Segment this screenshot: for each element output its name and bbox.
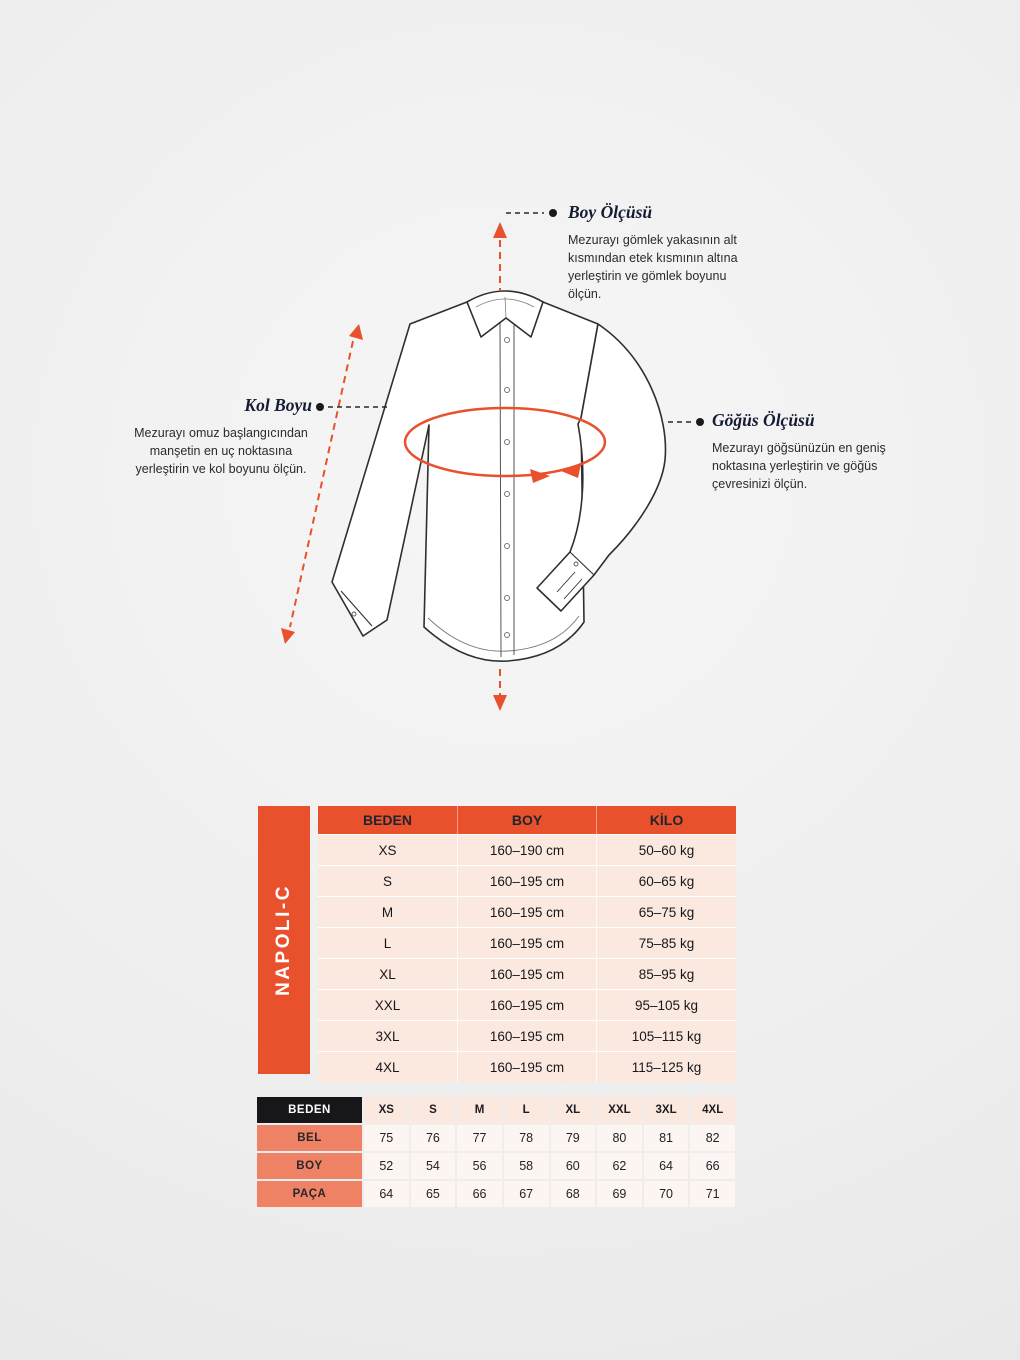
measurement-header-beden: BEDEN: [257, 1097, 362, 1123]
size-column-header: 4XL: [690, 1097, 735, 1123]
size-column-header: S: [411, 1097, 456, 1123]
column-header-boy: BOY: [458, 806, 597, 834]
measurement-value: 52: [364, 1153, 409, 1179]
size-table-row: [318, 1020, 736, 1051]
height-cell: 160–195 cm: [458, 897, 597, 927]
size-table-header: [318, 806, 736, 834]
column-header-beden: BEDEN: [318, 806, 458, 834]
measurement-value: 81: [644, 1125, 689, 1151]
product-name-banner: [258, 806, 310, 1074]
weight-cell: 105–115 kg: [631, 1028, 702, 1044]
annotation-title: Göğüs Ölçüsü: [712, 410, 815, 430]
annotation-description: Mezurayı omuz başlangıcından manşetin en uç noktasına yerleştirin ve kol boyunu ölçün.: [134, 426, 308, 477]
weight-cell: 50–60 kg: [638, 842, 695, 858]
size-table-row: [318, 927, 736, 958]
size-table-row: [318, 958, 736, 989]
size-table-row: [318, 865, 736, 896]
weight-cell: 60–65 kg: [638, 873, 695, 889]
length-arrow-icon: [493, 222, 507, 290]
size-cell: 3XL: [318, 1021, 458, 1051]
size-table-row: [318, 834, 736, 865]
row-label-paca: PAÇA: [257, 1181, 362, 1207]
annotation-title: Boy Ölçüsü: [568, 202, 653, 222]
height-cell: 160–195 cm: [458, 1052, 597, 1082]
measurement-value: 71: [690, 1181, 735, 1207]
measurement-value: 82: [690, 1125, 735, 1151]
measurement-value: 67: [504, 1181, 549, 1207]
measurement-value: 54: [411, 1153, 456, 1179]
size-cell: S: [318, 866, 458, 896]
size-column-header: 3XL: [644, 1097, 689, 1123]
size-column-header: M: [457, 1097, 502, 1123]
measurement-value: 65: [411, 1181, 456, 1207]
annotation-sleeve-length: [130, 395, 312, 478]
size-column-header: XS: [364, 1097, 409, 1123]
weight-cell: 95–105 kg: [634, 997, 699, 1013]
product-name: NAPOLI-C: [273, 884, 295, 996]
size-column-header: XL: [551, 1097, 596, 1123]
measurement-value: 80: [597, 1125, 642, 1151]
measurement-value: 66: [690, 1153, 735, 1179]
measurement-value: 77: [457, 1125, 502, 1151]
annotation-description: Mezurayı gömlek yakasının alt kısmından etek kısmının altına yerleştirin ve gömlek boyunu ölçün.: [568, 233, 738, 302]
annotation-title: Kol Boyu: [244, 395, 312, 415]
measurement-value: 66: [457, 1181, 502, 1207]
size-cell: XS: [318, 835, 458, 865]
measurement-value: 64: [644, 1153, 689, 1179]
row-label-bel: BEL: [257, 1125, 362, 1151]
weight-cell: 65–75 kg: [638, 904, 695, 920]
weight-cell: 85–95 kg: [638, 966, 695, 982]
size-cell: XXL: [318, 990, 458, 1020]
size-table-row: [318, 1051, 736, 1082]
height-cell: 160–190 cm: [458, 835, 597, 865]
measurement-value: 79: [551, 1125, 596, 1151]
size-cell: L: [318, 928, 458, 958]
measurement-value: 70: [644, 1181, 689, 1207]
height-cell: 160–195 cm: [458, 959, 597, 989]
height-cell: 160–195 cm: [458, 928, 597, 958]
row-label-boy: BOY: [257, 1153, 362, 1179]
height-cell: 160–195 cm: [458, 1021, 597, 1051]
column-header-kilo: KİLO: [649, 812, 684, 828]
measurement-value: 68: [551, 1181, 596, 1207]
size-cell: M: [318, 897, 458, 927]
annotation-description: Mezurayı göğsünüzün en geniş noktasına yerleştirin ve göğüs çevresinizi ölçün.: [712, 441, 886, 492]
annotation-shirt-length: [568, 202, 758, 304]
height-cell: 160–195 cm: [458, 866, 597, 896]
size-column-header: L: [504, 1097, 549, 1123]
size-table: [318, 806, 736, 1082]
measurement-table: [257, 1097, 735, 1207]
measurement-value: 56: [457, 1153, 502, 1179]
weight-cell: 115–125 kg: [631, 1059, 702, 1075]
measurement-value: 69: [597, 1181, 642, 1207]
annotation-chest-size: [712, 410, 917, 493]
size-cell: XL: [318, 959, 458, 989]
size-table-row: [318, 989, 736, 1020]
measurement-value: 60: [551, 1153, 596, 1179]
size-cell: 4XL: [318, 1052, 458, 1082]
measurement-value: 78: [504, 1125, 549, 1151]
measurement-value: 75: [364, 1125, 409, 1151]
height-cell: 160–195 cm: [458, 990, 597, 1020]
size-column-header: XXL: [597, 1097, 642, 1123]
size-table-row: [318, 896, 736, 927]
measurement-value: 62: [597, 1153, 642, 1179]
hem-arrow-icon: [493, 669, 507, 711]
measurement-value: 58: [504, 1153, 549, 1179]
measurement-value: 76: [411, 1125, 456, 1151]
measurement-value: 64: [364, 1181, 409, 1207]
weight-cell: 75–85 kg: [638, 935, 695, 951]
